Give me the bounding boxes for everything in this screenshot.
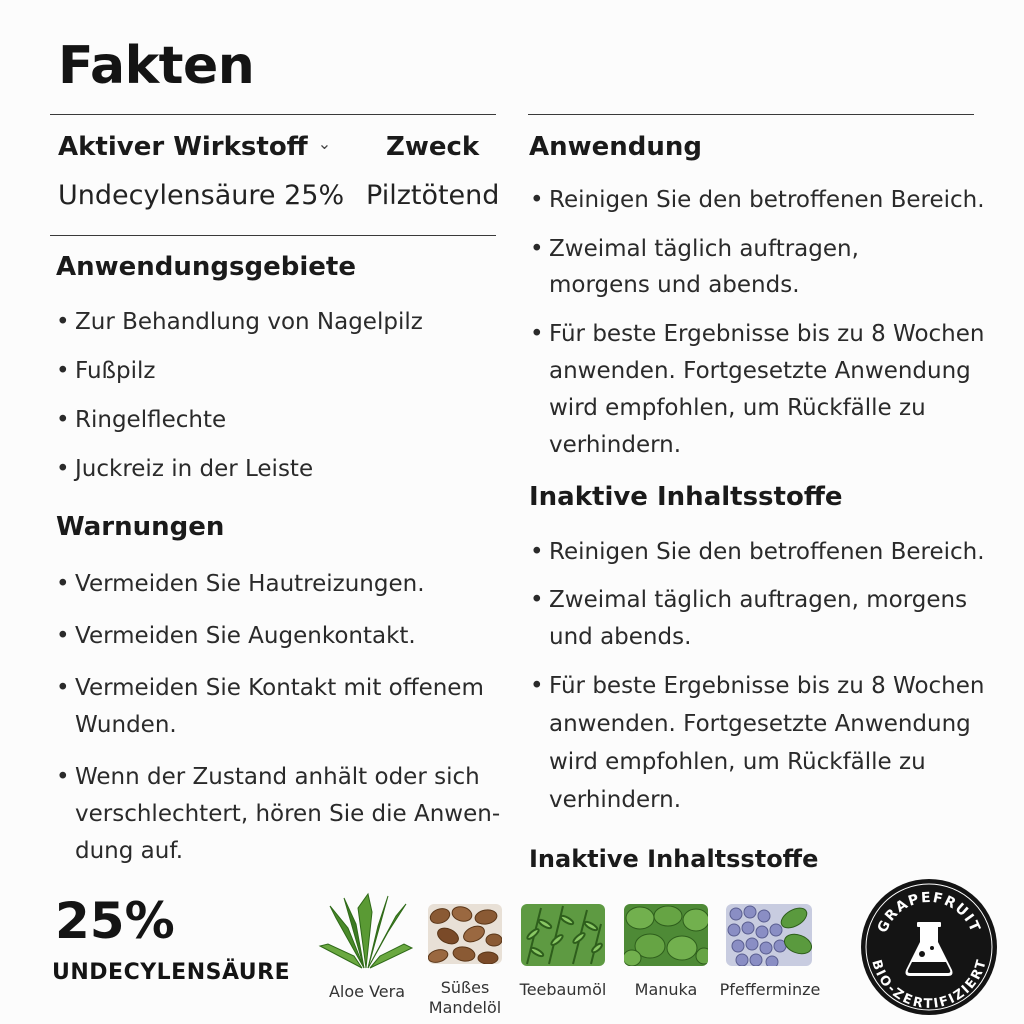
list-item: • Vermeiden Sie Augenkontakt. (56, 618, 506, 655)
almond-icon (428, 904, 502, 964)
uses-list (56, 306, 496, 485)
list-item: • Zweimal täglich auftragen, morgens und abends. (530, 231, 890, 303)
inactive-ingredients-list (530, 534, 1000, 819)
facts-header-active-ingredient[interactable]: Aktiver Wirkstoff ⌄ (58, 132, 332, 162)
ingredient-label: Aloe Vera (328, 982, 406, 1001)
directions-list (530, 182, 1000, 464)
list-item: • Fußpilz (56, 355, 496, 387)
list-item: • Zweimal täglich auftragen, morgens und abends. (530, 582, 1000, 656)
list-item: • Reinigen Sie den betroffenen Bereich. (530, 182, 1000, 218)
section-heading-directions: Anwendung (529, 132, 703, 162)
chevron-down-icon: ⌄ (317, 134, 332, 153)
purpose-value: Pilztötend (366, 180, 500, 211)
list-item: • Für beste Ergebnisse bis zu 8 Wochen anwenden. Fortgesetzte Anwendung wird empfohlen, um Rückfälle zu verhindern. (530, 667, 1000, 819)
facts-header-purpose: Zweck (386, 132, 480, 162)
ingredient-label: Manuka (634, 980, 698, 999)
manuka-icon (624, 904, 708, 966)
divider (528, 114, 974, 115)
tea-tree-icon (521, 904, 605, 966)
badge-top-text: GRAPEFRUIT (874, 889, 984, 936)
section-heading-uses: Anwendungsgebiete (56, 252, 356, 282)
peppermint-icon (726, 904, 812, 966)
ingredient-label: Pfefferminze (719, 980, 821, 999)
section-heading-warnings: Warnungen (56, 512, 225, 542)
section-heading-inactive-ingredients-2: Inaktive Inhaltsstoffe (529, 845, 819, 873)
concentration-percent: 25% (55, 892, 175, 950)
concentration-label: UNDECYLENSÄURE (52, 960, 291, 985)
divider (50, 114, 496, 115)
ingredient-label: Süßes Mandelöl (428, 978, 502, 1017)
section-heading-inactive-ingredients: Inaktive Inhaltsstoffe (529, 482, 843, 512)
aloe-vera-icon (318, 888, 414, 972)
page-title: Fakten (58, 36, 255, 96)
divider (50, 235, 496, 236)
list-item: • Für beste Ergebnisse bis zu 8 Wochen anwenden. Fortgesetzte Anwendung wird empfohlen, um Rückfälle zu verhindern. (530, 316, 1000, 464)
list-item: • Wenn der Zustand anhält oder sich verschlechtert, hören Sie die Anwendung auf. (56, 759, 506, 870)
ingredient-label: Teebaumöl (519, 980, 607, 999)
list-item: • Reinigen Sie den betroffenen Bereich. (530, 534, 1000, 571)
list-item: • Zur Behandlung von Nagelpilz (56, 306, 496, 338)
list-item: • Juckreiz in der Leiste (56, 453, 496, 485)
bio-certified-badge (860, 878, 998, 1016)
badge-bottom-text: BIO-ZERTIFIZIERT (868, 958, 990, 1012)
list-item: • Ringelflechte (56, 404, 496, 436)
list-item: • Vermeiden Sie Hautreizungen. (56, 566, 506, 603)
active-ingredient-value: Undecylensäure 25% (58, 180, 345, 211)
list-item: • Vermeiden Sie Kontakt mit offenem Wunden. (56, 670, 496, 744)
warnings-list (56, 566, 506, 870)
